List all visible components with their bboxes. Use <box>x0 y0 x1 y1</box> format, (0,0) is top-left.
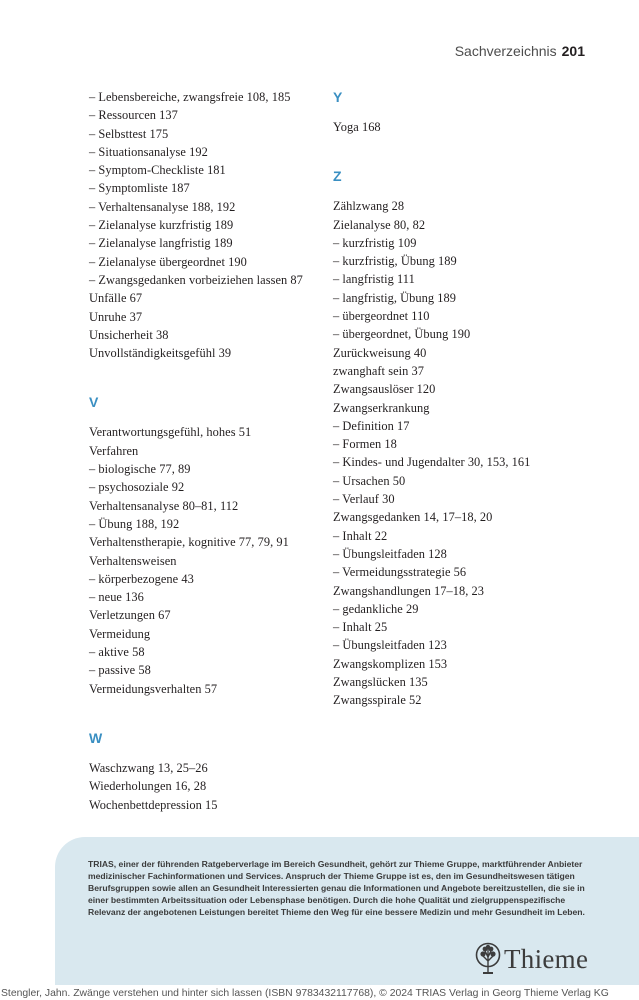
index-entry: Zwangsspirale 52 <box>333 693 422 708</box>
index-column-right <box>333 88 573 710</box>
index-entry: – langfristig, Übung 189 <box>333 290 457 305</box>
index-entry: Wochenbettdepression 15 <box>89 797 218 812</box>
index-entry: Zählzwang 28 <box>333 199 405 214</box>
index-group-u <box>89 88 329 362</box>
index-entry: Unfälle 67 <box>89 291 143 306</box>
index-entry: Verantwortungsgefühl, hohes 51 <box>89 425 252 440</box>
publisher-info-box <box>55 837 639 985</box>
index-entry: – Vermeidungsstrategie 56 <box>333 565 467 580</box>
index-entry: – Inhalt 22 <box>333 528 388 543</box>
index-entry: Waschzwang 13, 25–26 <box>89 760 208 775</box>
index-entry: Verletzungen 67 <box>89 608 171 623</box>
letter-heading-w: W <box>89 729 103 746</box>
index-entry: Verhaltensanalyse 80–81, 112 <box>89 498 239 513</box>
index-entry: – übergeordnet 110 <box>333 309 430 324</box>
thieme-logo <box>475 939 605 979</box>
publisher-info-text: TRIAS, einer der führenden Ratgeberverlage im Bereich Gesundheit, gehört zur Thieme Gruppe, marktführender Anbieter medizinischer Fachinformationen und Services. Anspruch der Thieme Gruppe ist es, den im Gesundheitswesen tätigen Berufsgruppen sowie allen an Gesundheit Interessierten genau die Informationen und Angebote bereitzustellen, die sie in einer bestimmten Arbeitssituation oder Lebensphase benötigen. Durch die hohe Qualität und zielgruppenspezifische Relevanz der angebotenen Leistungen bereitet Thieme den Weg für eine bessere Medizin und mehr Gesundheit im Leben. <box>88 859 585 917</box>
index-entry: – Situationsanalyse 192 <box>89 144 208 159</box>
index-entry: Unvollständigkeitsgefühl 39 <box>89 346 232 361</box>
index-entry: – passive 58 <box>89 663 151 678</box>
index-entry: – psychosoziale 92 <box>89 480 185 495</box>
letter-heading-v: V <box>89 394 99 411</box>
index-entry: – neue 136 <box>89 590 144 605</box>
index-entry: Vermeidung <box>89 626 151 641</box>
index-entry: – Formen 18 <box>333 437 397 452</box>
index-entry: Vermeidungsverhalten 57 <box>89 681 218 696</box>
index-entry: Verhaltenstherapie, kognitive 77, 79, 91 <box>89 535 289 550</box>
index-entry: Verfahren <box>89 443 139 458</box>
index-entry: – langfristig 111 <box>333 272 415 287</box>
index-entry: Unsicherheit 38 <box>89 327 169 342</box>
index-entry: Zielanalyse 80, 82 <box>333 217 426 232</box>
index-entry: – Verhaltensanalyse 188, 192 <box>89 199 236 214</box>
index-entry: – Übung 188, 192 <box>89 516 180 531</box>
index-entry: – Inhalt 25 <box>333 620 388 635</box>
index-group-v <box>89 423 329 697</box>
tree-icon <box>475 942 501 976</box>
index-entry: – gedankliche 29 <box>333 601 419 616</box>
index-column-left <box>89 88 329 814</box>
section-title: Sachverzeichnis <box>454 43 557 59</box>
index-entry: Unruhe 37 <box>89 309 143 324</box>
index-entry: – Symptom-Checkliste 181 <box>89 163 226 178</box>
index-entry: zwanghaft sein 37 <box>333 363 424 378</box>
index-entry: – kurzfristig, Übung 189 <box>333 254 457 269</box>
index-entry: – Ressourcen 137 <box>89 108 178 123</box>
index-entry: – Symptomliste 187 <box>89 181 190 196</box>
index-entry: Wiederholungen 16, 28 <box>89 779 207 794</box>
index-entry: – kurzfristig 109 <box>333 235 417 250</box>
index-entry: – Übungsleitfaden 128 <box>333 546 447 561</box>
page-header <box>455 43 585 59</box>
index-entry: – Zielanalyse übergeordnet 190 <box>89 254 247 269</box>
index-entry: Zwangslücken 135 <box>333 675 428 690</box>
index-entry: Zwangshandlungen 17–18, 23 <box>333 583 484 598</box>
index-entry: Zwangserkrankung <box>333 400 430 415</box>
index-group-z <box>333 197 573 709</box>
index-entry: – Zielanalyse langfristig 189 <box>89 236 233 251</box>
letter-heading-y: Y <box>333 89 343 105</box>
index-entry: – Übungsleitfaden 123 <box>333 638 447 653</box>
page-number: 201 <box>561 43 585 59</box>
logo-wordmark: Thieme <box>504 943 589 974</box>
index-group-y <box>333 118 573 136</box>
index-entry: – Kindes- und Jugendalter 30, 153, 161 <box>333 455 531 470</box>
index-entry: Zwangskomplizen 153 <box>333 656 448 671</box>
copyright-footer: Stengler, Jahn. Zwänge verstehen und hinter sich lassen (ISBN 9783432117768), © 2024 TRIAS Verlag in Georg Thieme Verlag KG <box>1 988 609 999</box>
index-entry: – Selbsttest 175 <box>89 126 169 141</box>
index-entry: Yoga 168 <box>333 120 381 134</box>
index-entry: Zurückweisung 40 <box>333 345 427 360</box>
index-entry: – übergeordnet, Übung 190 <box>333 327 471 342</box>
index-entry: – Zielanalyse kurzfristig 189 <box>89 218 234 233</box>
index-entry: – körperbezogene 43 <box>89 571 194 586</box>
index-entry: – aktive 58 <box>89 645 145 660</box>
index-entry: – Definition 17 <box>333 418 410 433</box>
index-entry: Zwangsauslöser 120 <box>333 382 436 397</box>
index-entry: – biologische 77, 89 <box>89 462 191 477</box>
index-entry: – Ursachen 50 <box>333 473 406 488</box>
index-entry: Verhaltensweisen <box>89 553 177 568</box>
index-entry: – Verlauf 30 <box>333 492 395 507</box>
index-entry: – Zwangsgedanken vorbeiziehen lassen 87 <box>89 272 303 287</box>
index-entry: Zwangsgedanken 14, 17–18, 20 <box>333 510 493 525</box>
index-entry: – Lebensbereiche, zwangsfreie 108, 185 <box>89 90 291 104</box>
index-group-w <box>89 759 329 814</box>
letter-heading-z: Z <box>333 168 342 185</box>
